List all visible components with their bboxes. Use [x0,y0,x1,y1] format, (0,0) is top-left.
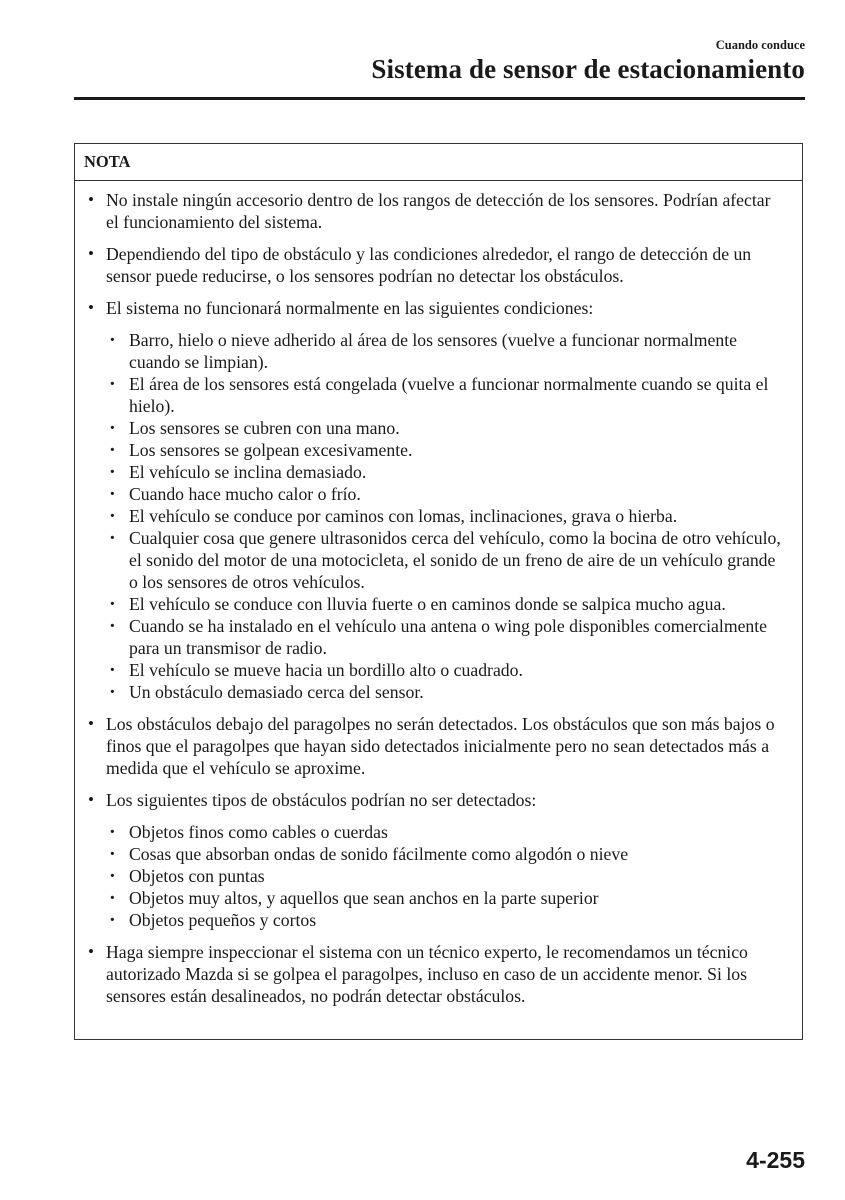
conditions-list [106,329,786,703]
obstacle-type-item: · Objetos finos como cables o cuerdas [106,821,786,843]
condition-item: · Los sensores se cubren con una mano. [106,417,786,439]
condition-item: · El vehículo se conduce por caminos con lomas, inclinaciones, grava o hierba. [106,505,786,527]
obstacle-type-item: · Objetos con puntas [106,865,786,887]
note-label: NOTA [75,144,802,181]
condition-item: · El área de los sensores está congelada (vuelve a funcionar normalmente cuando se quita el hielo). [106,373,786,417]
condition-item: · Los sensores se golpean excesivamente. [106,439,786,461]
note-bullet: • Los obstáculos debajo del paragolpes no serán detectados. Los obstáculos que son más bajos o finos que el paragolpes que hayan sido detectados inicialmente pero no sean detectados más a medida que el vehículo se aproxime. [87,713,786,779]
note-bullet-text: Los siguientes tipos de obstáculos podrían no ser detectados: [106,790,537,810]
note-body [75,181,802,1007]
condition-item: · Un obstáculo demasiado cerca del sensor. [106,681,786,703]
page-number: 4-255 [746,1147,805,1173]
condition-item: · Barro, hielo o nieve adherido al área de los sensores (vuelve a funcionar normalmente cuando se limpian). [106,329,786,373]
section-label: Cuando conduce [715,38,805,52]
condition-item: · Cuando se ha instalado en el vehículo una antena o wing pole disponibles comercialmente para un transmisor de radio. [106,615,786,659]
note-bullet: • Haga siempre inspeccionar el sistema con un técnico experto, le recomendamos un técnico autorizado Mazda si se golpea el paragolpes, incluso en caso de un accidente menor. Si los sensores están desalineados, no podrán detectar obstáculos. [87,941,786,1007]
condition-item: · El vehículo se mueve hacia un bordillo alto o cuadrado. [106,659,786,681]
note-bullet: • No instale ningún accesorio dentro de los rangos de detección de los sensores. Podrían afectar el funcionamiento del sistema. [87,189,786,233]
note-box [74,143,803,1040]
title-divider [74,97,805,100]
condition-item: · Cualquier cosa que genere ultrasonidos cerca del vehículo, como la bocina de otro vehículo, el sonido del motor de una motocicleta, el sonido de un freno de aire de un vehículo grande o los sensores de otros vehículos. [106,527,786,593]
obstacle-type-item: · Objetos muy altos, y aquellos que sean anchos en la parte superior [106,887,786,909]
note-bullet-text: El sistema no funcionará normalmente en las siguientes condiciones: [106,298,594,318]
condition-item: · El vehículo se conduce con lluvia fuerte o en caminos donde se salpica mucho agua. [106,593,786,615]
obstacle-type-item: · Objetos pequeños y cortos [106,909,786,931]
obstacle-type-item: · Cosas que absorban ondas de sonido fácilmente como algodón o nieve [106,843,786,865]
note-bullet: • Dependiendo del tipo de obstáculo y las condiciones alrededor, el rango de detección de un sensor puede reducirse, o los sensores podrían no detectar los obstáculos. [87,243,786,287]
condition-item: · Cuando hace mucho calor o frío. [106,483,786,505]
page-title: Sistema de sensor de estacionamiento [371,54,805,84]
note-bullet-conditions [87,297,786,703]
note-bullet-obstacles [87,789,786,931]
obstacle-types-list [106,821,786,931]
condition-item: · El vehículo se inclina demasiado. [106,461,786,483]
